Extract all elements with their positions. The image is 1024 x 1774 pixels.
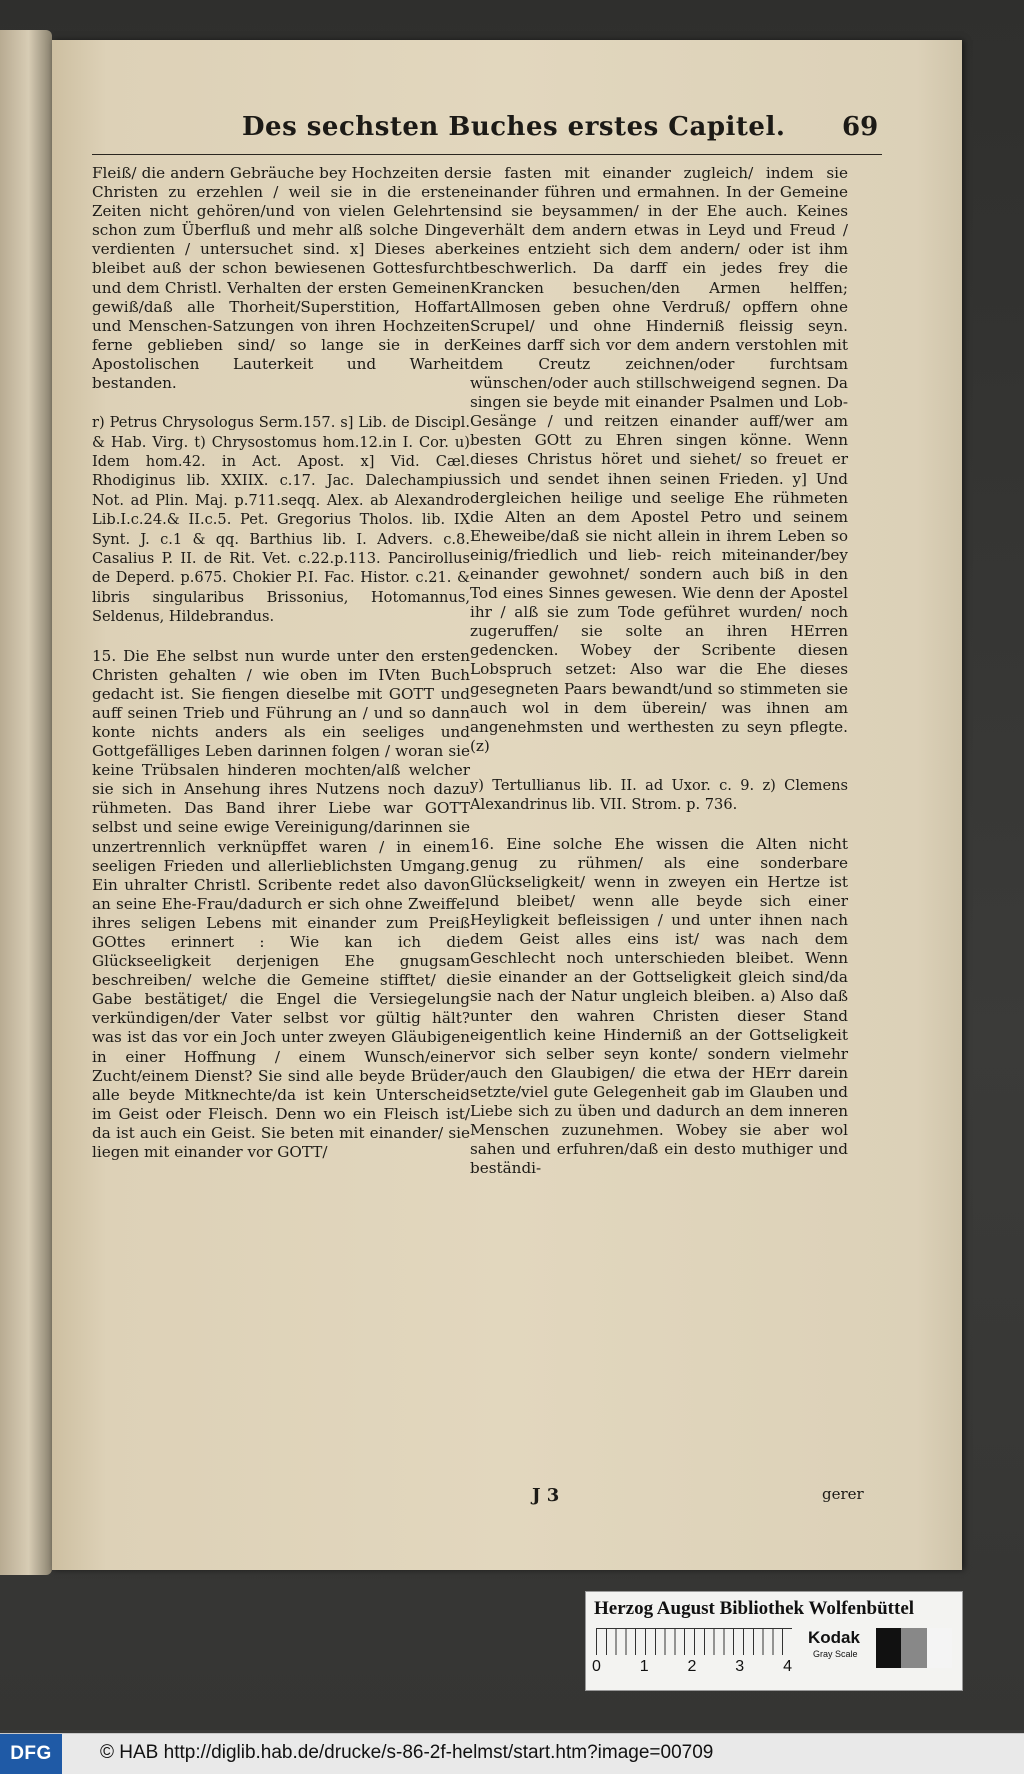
ruler-number: 4 [783, 1658, 792, 1675]
right-paragraph-1: sie fasten mit einander zugleich/ indem sie einander führen und ermahnen. In der Gemeine sind sie beysammen/ in der Ehe auch. Keines verhält dem andern etwas in Leyd und Freud / keines entzieht sich dem andern/ oder ist ihm beschwerlich. Da darff ein jedes frey die Krancken besuchen/den Armen helffen; Allmosen geben ohne Verdruß/ opffern ohne Scrupel/ und ohne Hinderniß fleissig seyn. Keines darff sich vor dem andern verstohlen mit dem Creutz zeichnen/oder furchtsam wünschen/oder auch stillschweigend segnen. Da singen sie beyde mit einander Psalmen und Lob-Gesänge / und reitzen einander auff/wer am besten GOtt zu Ehren singen könne. Wenn dieses Christus höret und siehet/ so freuet er sich und sendet ihnen seinen Frieden. y] Und dergleichen heilige und seelige Ehe rühmeten die Alten an dem Apostel Petro und seinem Eheweibe/daß sie nicht allein in ihrem Leben so einig/friedlich und lieb- reich miteinander/bey einander gewohnet/ sondern auch biß in den Tod eines Sinnes gewesen. Wie denn der Apostel ihr / alß sie zum Tode geführet wurden/ noch zugeruffen/ sie solte an ihren HErren gedencken. Wobey der Scribente diesen Lobspruch setzet: Also war die Ehe dieses gesegneten Paars bewandt/und so stimmeten sie auch wol in dem überein/ was ihnen am angenehmsten und werthesten zu seyn pflegte. (z) [470, 164, 848, 755]
left-column [92, 164, 470, 1162]
header-rule [92, 154, 882, 155]
ruler-number: 0 [592, 1658, 601, 1675]
paragraph-16: 16. Eine solche Ehe wissen die Alten nicht genug zu rühmen/ als eine sonderbare Glückseligkeit/ wenn in zweyen ein Hertze ist und bleibet/ wenn alle beyde sich einer Heyligkeit befleissigen / und unter ihnen nach dem Geist alles eins ist/ was nach dem Geschlecht noch unterschieden bleibet. Wenn sie einander an der Gottseligkeit gleich sind/da sie nach der Natur ungleich bleiben. a) Also daß unter den wahren Christen dieser Stand eigentlich keine Hinderniß an der Gottseligkeit vor sich selber seyn konte/ sondern vielmehr auch den Glaubigen/ die etwa der HErr darein setzte/viel gute Gelegenheit gab im Glauben und Liebe sich zu üben und dadurch an dem inneren Menschen zuzunehmen. Wobey sie aber wol sahen und erfuhren/daß ein desto muthiger und beständi- [470, 834, 848, 1178]
dfg-logo: DFG [0, 1734, 62, 1774]
gray-patch [876, 1628, 901, 1668]
source-url[interactable]: © HAB http://diglib.hab.de/drucke/s-86-2f-helmst/start.htm?image=00709 [100, 1742, 714, 1763]
book-page [52, 40, 962, 1570]
page-number: 69 [842, 112, 879, 142]
signature-mark: J 3 [532, 1485, 560, 1506]
color-target [585, 1591, 963, 1691]
library-label: Herzog August Bibliothek Wolfenbüttel [594, 1598, 915, 1619]
right-footnotes: y) Tertullianus lib. II. ad Uxor. c. 9. z) Clemens Alexandrinus lib. VII. Strom. p. 736. [470, 776, 848, 814]
ruler-number: 1 [639, 1658, 649, 1675]
kodak-logo: Kodak [808, 1628, 860, 1647]
ruler-numbers [592, 1658, 812, 1676]
left-paragraph-1: Fleiß/ die andern Gebräuche bey Hochzeiten der Christen zu erzehlen / weil sie in die ersten Zeiten nicht gehören/und von vielen Gelehrten schon zum Überfluß und mehr alß solche Dinge verdienten / untersuchet sind. x] Dieses aber bleibet auß der schon bewiesenen Gottesfurcht und dem Christl. Verhalten der ersten Gemeinen gewiß/daß alle Thorheit/Superstition, Hoffart und Menschen-Satzungen von ihren Hochzeiten ferne geblieben sind/ so lange sie in der Apostolischen Lauterkeit und Warheit bestanden. [92, 164, 470, 393]
paragraph-15: 15. Die Ehe selbst nun wurde unter den ersten Christen gehalten / wie oben im IVten Buch gedacht ist. Sie fiengen dieselbe mit GOTT und auff seinen Trieb und Führung an / und so dann konte nichts anders als ein seeliges und Gottgefälliges Leben darinnen folgen / woran sie keine Trübsalen hinderen mochten/alß welcher sie sich in Ansehung ihres Nutzens noch dazu rühmeten. Das Band ihrer Liebe war GOTT selbst und seine ewige Vereinigung/darinnen sie unzertrennlich verknüpffet waren / in einem seeligen Frieden und allerlieblichsten Umgang. Ein uhralter Christl. Scribente redet also davon an seine Ehe-Frau/dadurch er sich ohne Zweiffel ihres seligen Lebens mit einander zum Preiß GOttes erinnert : Wie kan ich die Glückseeligkeit derjenigen Ehe gnugsam beschreiben/ welche die Gemeine stifftet/ die Gabe bestätiget/ die Engel die Versiegelung verkündigen/der Vater selbst vor gültig hält? was ist das vor ein Joch unter zweyen Gläubigen in einer Hoffnung / einem Wunsch/einer Zucht/einem Dienst? Sie sind alle beyde Brüder/ alle beyde Mitknechte/da ist kein Unterscheid im Geist oder Fleisch. Denn wo ein Fleisch ist/ da ist auch ein Geist. Sie beten mit einander/ sie liegen mit einander vor GOTT/ [92, 646, 470, 1162]
ruler-number: 3 [735, 1658, 745, 1675]
running-head: Des sechsten Buches erstes Capitel. [242, 112, 786, 142]
gray-scale-label: Gray Scale [813, 1649, 858, 1659]
catchword: gerer [822, 1485, 864, 1503]
viewer-footer [0, 1733, 1024, 1774]
ruler-number: 2 [687, 1658, 697, 1675]
gray-patch [901, 1628, 926, 1668]
scale-ruler [596, 1628, 792, 1655]
left-footnotes: r) Petrus Chrysologus Serm.157. s] Lib. de Discipl. & Hab. Virg. t) Chrysostomus hom.12.in I. Cor. u) Idem hom.42. in Act. Apost. x] Vid. Cæl. Rhodiginus lib. XXIIX. c.17. Jac. Dalechampius Not. ad Plin. Maj. p.711.seqq. Alex. ab Alexandro Lib.I.c.24.& II.c.5. Pet. Gregorius Tholos. lib. IX Synt. J. c.1 & qq. Barthius lib. I. Advers. c.8. Casalius P. II. de Rit. Vet. c.22.p.113. Pancirollus de Deperd. p.675. Chokier P.I. Fac. Histor. c.21. & libris singularibus Brissonius, Hotomannus, Seldenus, Hildebrandus. [92, 414, 470, 626]
right-column [470, 164, 848, 1178]
gray-patch [927, 1628, 952, 1668]
gray-patches [876, 1628, 952, 1668]
left-page-edge [0, 30, 52, 1575]
